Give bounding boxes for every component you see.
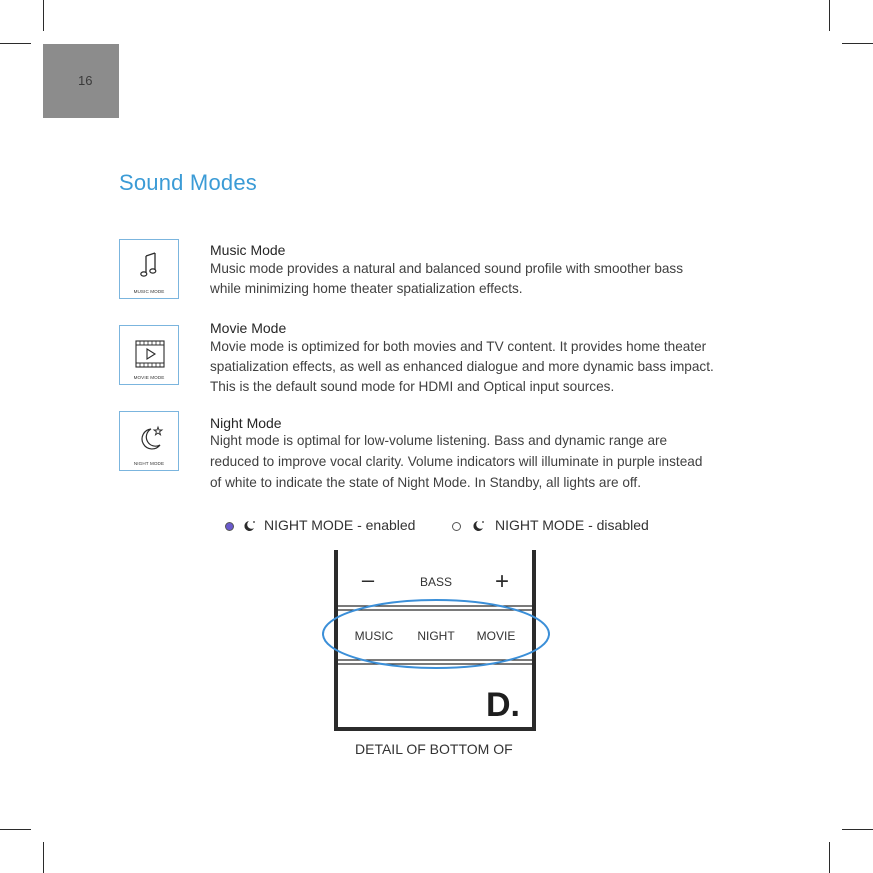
- section-title: Sound Modes: [119, 170, 257, 195]
- movie-mode-icon-box: [119, 325, 179, 385]
- control-panel-diagram: [310, 550, 560, 735]
- crop-mark: [0, 829, 31, 830]
- page-number-tab: [43, 44, 119, 118]
- bass-plus-button[interactable]: +: [494, 568, 510, 595]
- mode-description-line: of white to indicate the state of Night Mode. In Standby, all lights are off.: [210, 475, 641, 490]
- legend-enabled-label: NIGHT MODE - enabled: [264, 517, 416, 533]
- mode-description-line: reduced to improve vocal clarity. Volume indicators will illuminate in purple instead: [210, 454, 703, 469]
- music-mode-icon-box: [119, 239, 179, 299]
- night-mode-text: [210, 414, 755, 493]
- moon-icon: [472, 519, 486, 533]
- mode-description-line: Movie mode is optimized for both movies and TV content. It provides home theater: [210, 339, 707, 354]
- mode-description-line: spatialization effects, as well as enhanced dialogue and more dynamic bass impact.: [210, 359, 714, 374]
- icon-caption: NIGHT MODE: [133, 461, 165, 466]
- night-button[interactable]: NIGHT: [417, 629, 455, 643]
- mode-description-line: This is the default sound mode for HDMI and Optical input sources.: [210, 379, 615, 394]
- legend-disabled-label: NIGHT MODE - disabled: [495, 517, 649, 533]
- icon-caption: MOVIE MODE: [133, 375, 165, 380]
- bass-minus-button[interactable]: –: [361, 567, 375, 592]
- bass-label: BASS: [419, 575, 453, 589]
- movie-mode-text: [210, 319, 755, 397]
- crop-mark: [43, 842, 44, 873]
- movie-button[interactable]: MOVIE: [476, 629, 516, 643]
- crop-mark: [829, 0, 830, 31]
- brand-logo: D.: [486, 686, 520, 724]
- crop-mark: [0, 43, 31, 44]
- mode-description-line: Night mode is optimal for low-volume listening. Bass and dynamic range are: [210, 433, 668, 448]
- icon-caption: MUSIC MODE: [133, 289, 165, 294]
- night-mode-icon-box: [119, 411, 179, 471]
- crop-mark: [829, 842, 830, 873]
- night-mode-disabled-dot: [452, 522, 461, 531]
- crop-mark: [842, 43, 873, 44]
- music-button[interactable]: MUSIC: [354, 629, 394, 643]
- moon-icon: [243, 519, 257, 533]
- mode-name: Movie Mode: [210, 320, 287, 336]
- mode-description-line: Music mode provides a natural and balanced sound profile with smoother bass: [210, 261, 684, 276]
- crop-mark: [43, 0, 44, 31]
- page-number: 16: [78, 73, 93, 88]
- panel-caption: DETAIL OF BOTTOM OF: [355, 741, 513, 757]
- mode-description-line: while minimizing home theater spatialization effects.: [210, 281, 523, 296]
- night-mode-enabled-dot: [225, 522, 234, 531]
- mode-name: Music Mode: [210, 242, 286, 258]
- mode-name: Night Mode: [210, 415, 282, 431]
- music-mode-text: [210, 241, 755, 299]
- crop-mark: [842, 829, 873, 830]
